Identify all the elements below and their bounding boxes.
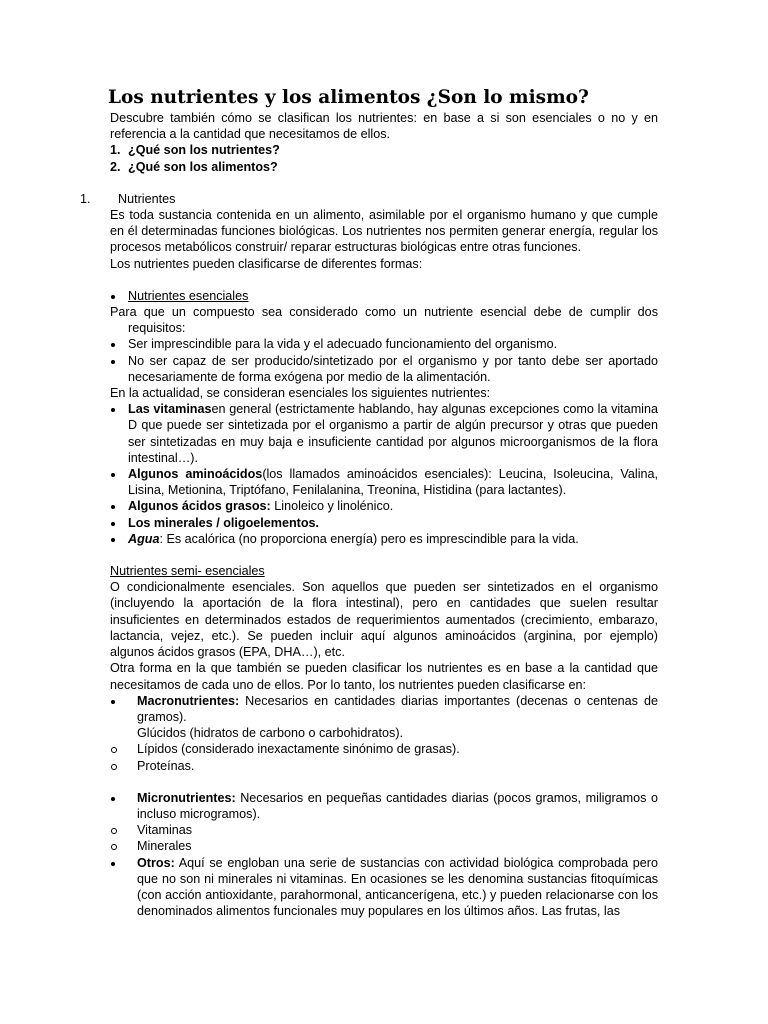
essential-item-label: Los minerales / oligoelementos.: [128, 515, 320, 530]
vitaminas-text: Vitaminas: [137, 823, 193, 838]
subheading-text: Nutrientes esenciales: [128, 288, 249, 303]
essential-item-label: Las vitaminas: [128, 402, 212, 417]
essential-item-text: (los llamados aminoácidos esenciales): Leucina, Isoleucina, Valina, Lisina, Metionina, Triptófano, Fenilalanina, Treonina, Histidina (para lactantes).: [128, 467, 659, 498]
requirement-text: No ser capaz de ser producido/sintetizado por el organismo y por tanto debe ser aportado necesariamente de forma exógena por medio de la alimentación.: [128, 353, 658, 384]
essential-item: [110, 498, 658, 514]
question-item: [110, 159, 658, 175]
spacer: [110, 272, 658, 288]
requirements-intro: [110, 304, 658, 336]
macro-item: [110, 693, 658, 725]
glucidos-line: Glúcidos (hidratos de carbono o carbohidratos).: [137, 726, 404, 741]
requirement-item: [110, 353, 658, 385]
section-heading: [80, 191, 658, 207]
essential-item-text: : Es acalórica (no proporciona energía) pero es imprescindible para la vida.: [159, 531, 579, 546]
question-text: ¿Qué son los nutrientes?: [128, 143, 280, 158]
requirements-text: Para que un compuesto sea considerado como un nutriente esencial debe de cumplir dos: [110, 305, 658, 320]
macro-label: Macronutrientes:: [137, 693, 240, 708]
essential-item: [110, 466, 658, 498]
requirement-item: [110, 336, 658, 352]
spacer: [110, 175, 658, 191]
classify-intro: Los nutrientes pueden clasificarse de diferentes formas:: [110, 256, 423, 271]
spacer: [110, 774, 658, 790]
intro-paragraph: Descubre también cómo se clasifican los nutrientes: en base a si son esenciales o no y en referencia a la cantidad que necesitamos de ellos.: [110, 111, 658, 142]
section-number: 1.: [80, 191, 91, 206]
semi-paragraph: O condicionalmente esenciales. Son aquellos que pueden ser sintetizados en el organismo (incluyendo la aportación de la flora intestinal), pero en cantidades que suelen resultar insuficientes en determinados estados de requerimientos aumentados (crecimiento, embarazo, lactancia, vejez, etc.). Se pueden incluir aquí algunos aminoácidos (arginina, por ejemplo) algunos ácidos grasos (EPA, DHA…), etc.: [110, 580, 658, 660]
subheading-esenciales: [110, 288, 658, 304]
essential-item-label: Algunos ácidos grasos:: [128, 499, 271, 514]
micro-text: Necesarios en pequeñas cantidades diarias (pocos gramos, miligramos o incluso microgramos).: [137, 790, 658, 821]
essential-item-label: Algunos aminoácidos: [128, 467, 263, 482]
minerales-item: [110, 838, 658, 854]
essential-item: [110, 515, 658, 531]
essential-item: [110, 531, 658, 547]
subheading-semi: [110, 563, 658, 579]
section-title: Nutrientes: [118, 191, 176, 206]
proteinas-text: Proteínas.: [137, 758, 195, 773]
actualidad-paragraph: En la actualidad, se consideran esenciales los siguientes nutrientes:: [110, 386, 491, 401]
essential-item-text: Linoleico y linolénico.: [270, 499, 394, 514]
micro-item: [110, 790, 658, 822]
micro-label: Micronutrientes:: [137, 790, 236, 805]
question-text: ¿Qué son los alimentos?: [128, 159, 278, 174]
question-number: 1.: [110, 143, 121, 158]
question-list: [110, 142, 658, 174]
lipidos-text: Lípidos (considerado inexactamente sinónimo de grasas).: [137, 742, 460, 757]
macro-text: Necesarios en cantidades diarias importantes (decenas o centenas de gramos).: [137, 693, 658, 724]
spacer: [110, 547, 658, 563]
requirement-text: Ser imprescindible para la vida y el adecuado funcionamiento del organismo.: [128, 337, 558, 352]
otros-item: [110, 855, 658, 920]
definition-paragraph: Es toda sustancia contenida en un alimento, asimilable por el organismo humano y que cumple en él determinadas funciones biológicas. Los nutrientes nos permiten generar energía, regular los procesos metabólicos construir/ reparar estructuras biológicas entre otras funciones.: [110, 208, 658, 255]
requirements-text-cont: requisitos:: [128, 321, 186, 336]
essential-item-text: en general (estrictamente hablando, hay algunas excepciones como la vitamina D que puede ser sintetizada por el organismo a partir de algún precursor y otras que pueden ser sintetizadas en muy baja e insuficiente cantidad por algunos microorganismos de la flora intestinal…).: [128, 402, 658, 465]
otros-label: Otros:: [137, 855, 175, 870]
otros-text: Aquí se engloban una serie de sustancias con actividad biológica comprobada pero que no son ni minerales ni vitaminas. En ocasiones se les denomina sustancias fitoquímicas (con acción antioxidante, parahormonal, anticancerígena, etc.) y pueden relacionarse con los denominados alimentos funcionales muy populares en los últimos años. Las frutas, las: [137, 855, 658, 919]
question-number: 2.: [110, 159, 121, 174]
minerales-text: Minerales: [137, 839, 192, 854]
page-title: Los nutrientes y los alimentos ¿Son lo mismo?: [108, 87, 589, 108]
subheading-text: Nutrientes semi- esenciales: [110, 564, 265, 579]
vitaminas-item: [110, 822, 658, 838]
document-page: [80, 86, 659, 919]
question-item: [110, 142, 658, 158]
otra-forma-paragraph: Otra forma en la que también se pueden clasificar los nutrientes es en base a la cantidad que necesitamos de cada uno de ellos. Por lo tanto, los nutrientes pueden clasificarse en:: [110, 661, 658, 692]
essential-item-label: Agua: [128, 531, 160, 546]
proteinas-item: [110, 758, 658, 774]
lipidos-item: [110, 741, 658, 757]
essential-item: [110, 401, 658, 466]
